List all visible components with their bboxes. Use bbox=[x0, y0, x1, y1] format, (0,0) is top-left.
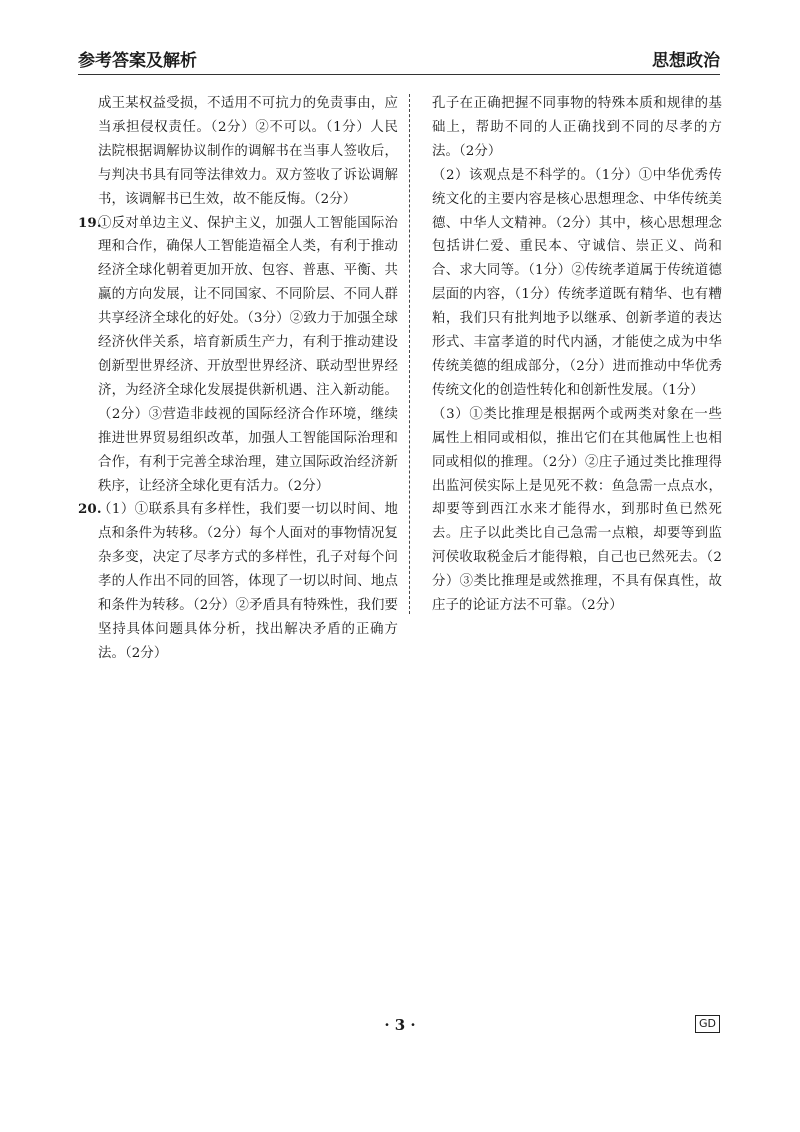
left-column bbox=[78, 92, 398, 666]
answer-text: ①反对单边主义、保护主义，加强人工智能国际治理和合作，确保人工智能造福全人类，有利于推动经济全球化朝着更加开放、包容、普惠、平衡、共赢的方向发展，让不同国家、不同阶层、不同人群共享经济全球化的好处。（3分）②致力于加强全球经济伙伴关系，培育新质生产力，有利于推动建设创新型世界经济、开放型世界经济、联动型世界经济，为经济全球化发展提供新机遇、注入新动能。（2分）③营造非歧视的国际经济合作环境，继续推进世界贸易组织改革，加强人工智能国际治理和合作，有利于完善全球治理，建立国际政治经济新秩序，让经济全球化更有活力。（2分） bbox=[98, 215, 398, 494]
answer-part-2: （2）该观点是不科学的。（1分）①中华优秀传统文化的主要内容是核心思想理念、中华传统美德、中华人文精神。（2分）其中，核心思想理念包括讲仁爱、重民本、守诚信、崇正义、尚和合、求大同等。（1分）②传统孝道属于传统道德层面的内容，（1分）传统孝道既有精华、也有糟粕，我们只有批判地予以继承、创新孝道的表达形式、丰富孝道的时代内涵，才能使之成为中华传统美德的组成部分，（2分）进而推动中华优秀传统文化的创造性转化和创新性发展。（1分） bbox=[432, 167, 722, 398]
answer-text: （1）①联系具有多样性，我们要一切以时间、地点和条件为转移。（2分）每个人面对的事物情况复杂多变，决定了尽孝方式的多样性，孔子对每个问孝的人作出不同的回答，体现了一切以时间、地点和条件为转移。（2分）②矛盾具有特殊性，我们要坚持具体问题具体分析，找出解决矛盾的正确方法。（2分） bbox=[98, 502, 398, 661]
question-20 bbox=[78, 498, 398, 665]
question-number: 20. bbox=[78, 501, 102, 518]
page-number: · 3 · bbox=[384, 1016, 416, 1034]
answer-continuation: 孔子在正确把握不同事物的特殊本质和规律的基础上，帮助不同的人正确找到不同的尽孝的方法。（2分） bbox=[432, 96, 722, 159]
question-number: 19. bbox=[78, 214, 102, 231]
answer-part-3: （3）①类比推理是根据两个或两类对象在一些属性上相同或相似，推出它们在其他属性上也相同或相似的推理。（2分）②庄子通过类比推理得出监河侯实际上是见死不救：鱼急需一点点水，却要等到西江水来才能得水，到那时鱼已然死去。庄子以此类比自己急需一点粮，却要等到监河侯收取税金后才能得粮，自己也已然死去。（2分）③类比推理是或然推理，不具有保真性，故庄子的论证方法不可靠。（2分） bbox=[432, 406, 722, 614]
page-header bbox=[78, 44, 720, 74]
right-column bbox=[432, 92, 722, 618]
edition-badge: GD bbox=[695, 1015, 720, 1033]
header-title-left: 参考答案及解析 bbox=[78, 51, 197, 71]
question-19 bbox=[78, 212, 398, 499]
answer-continuation: 成王某权益受损，不适用不可抗力的免责事由，应当承担侵权责任。（2分）②不可以。（1分）人民法院根据调解协议制作的调解书在当事人签收后，与判决书具有同等法律效力。双方签收了诉讼调解书，该调解书已生效，故不能反悔。（2分） bbox=[98, 96, 398, 207]
header-rule bbox=[78, 74, 720, 75]
header-title-right: 思想政治 bbox=[652, 51, 720, 71]
column-divider bbox=[409, 94, 410, 614]
